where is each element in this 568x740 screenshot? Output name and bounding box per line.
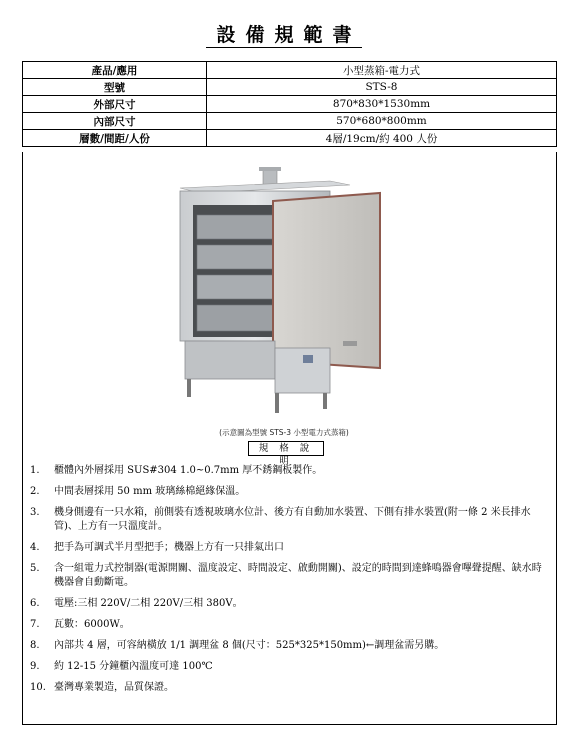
steamer-photo (175, 163, 395, 423)
spec-value: 870*830*1530mm (207, 96, 557, 113)
item-text: 電壓:三相 220V/二相 220V/三相 380V。 (54, 598, 243, 609)
list-item (30, 562, 550, 590)
item-number: 2. (30, 486, 40, 497)
spec-label: 層數/間距/人份 (23, 130, 207, 147)
list-item (30, 485, 550, 499)
list-item (30, 541, 550, 555)
item-number: 7. (30, 619, 40, 630)
document-title: 設備規範書 (0, 20, 568, 47)
spec-row (23, 62, 557, 79)
spec-label: 型號 (23, 79, 207, 96)
item-number: 8. (30, 640, 40, 651)
item-text: 櫃體內外層採用 SUS#304 1.0~0.7mm 厚不銹鋼板製作。 (54, 465, 323, 476)
list-item (30, 464, 550, 478)
spec-row (23, 130, 557, 147)
spec-value: 570*680*800mm (207, 113, 557, 130)
photo-caption: (示意圖為型號 STS-3 小型電力式蒸箱) (219, 428, 349, 437)
list-item (30, 506, 550, 534)
item-number: 9. (30, 661, 40, 672)
item-number: 4. (30, 542, 40, 553)
item-text: 機身側邊有一只水箱，前側裝有透視玻璃水位計、後方有自動加水裝置、下側有排水裝置(附一條 2 米長排水管)、上方有一只溫度計。 (54, 507, 531, 532)
section-title: 規 格 說 明 (248, 441, 324, 456)
spec-value: 小型蒸箱-電力式 (207, 62, 557, 79)
list-item (30, 597, 550, 611)
spec-row (23, 79, 557, 96)
item-number: 1. (30, 465, 40, 476)
spec-table (22, 61, 557, 147)
item-text: 臺灣專業製造，品質保證。 (54, 682, 174, 693)
spec-label: 內部尺寸 (23, 113, 207, 130)
spec-list (30, 464, 550, 702)
item-number: 10. (30, 682, 46, 693)
spec-label: 外部尺寸 (23, 96, 207, 113)
item-text: 含一組電力式控制器(電源開關、溫度設定、時間設定、啟動開關)、設定的時間到達蜂鳴器會嗶聲提醒、缺水時機器會自動斷電。 (54, 563, 542, 588)
item-text: 瓦數：6000W。 (54, 619, 130, 630)
list-item (30, 660, 550, 674)
item-text: 中間表層採用 50 mm 玻璃絲棉絕緣保溫。 (54, 486, 246, 497)
item-text: 約 12-15 分鐘櫃內溫度可達 100℃ (54, 661, 213, 672)
spec-label: 產品/應用 (23, 62, 207, 79)
item-text: 把手為可調式半月型把手；機器上方有一只排氣出口 (54, 542, 284, 553)
item-text: 內部共 4 層，可容納橫放 1/1 調理盆 8 個(尺寸：525*325*150mm)←調理盆需另購。 (54, 640, 445, 651)
item-number: 6. (30, 598, 40, 609)
item-number: 3. (30, 507, 40, 518)
spec-row (23, 113, 557, 130)
spec-value: STS-8 (207, 79, 557, 96)
spec-value: 4層/19cm/約 400 人份 (207, 130, 557, 147)
item-number: 5. (30, 563, 40, 574)
spec-row (23, 96, 557, 113)
list-item (30, 681, 550, 695)
list-item (30, 639, 550, 653)
list-item (30, 618, 550, 632)
